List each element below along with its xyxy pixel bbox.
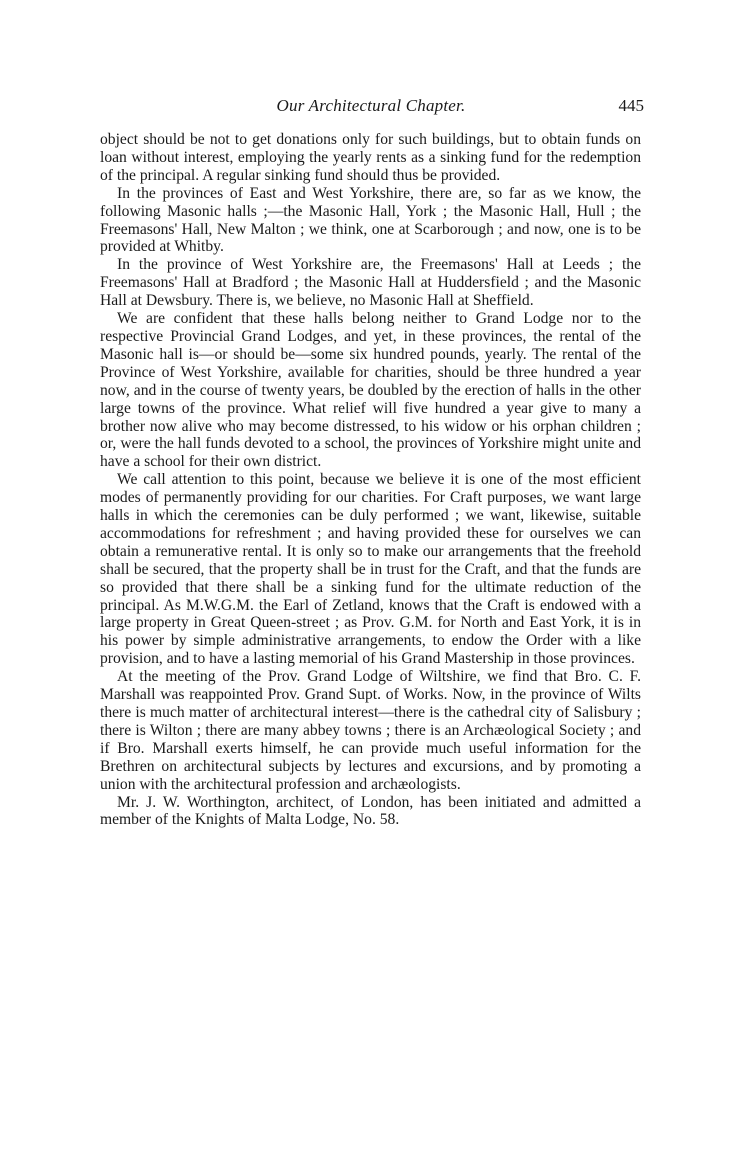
running-title: Our Architectural Chapter. xyxy=(276,96,466,115)
paragraph-worthington: Mr. J. W. Worthington, architect, of London, has been initiated and admitted a member of the Knights of Malta Lodge, No. 58. xyxy=(100,793,641,829)
paragraph-continued: object should be not to get donations only for such buildings, but to obtain funds on loan without interest, employing the yearly rents as a sinking fund for the redemption of the principal. A regular sinking fund should thus be provided. xyxy=(100,131,641,184)
body-text xyxy=(100,131,641,829)
paragraph-yorkshire-halls: In the provinces of East and West Yorkshire, there are, so far as we know, the following Masonic halls ;—the Masonic Hall, York ; the Masonic Hall, Hull ; the Freemasons' Hall, New Malton ; we think, one at Scarborough ; and now, one is to be provided at Whitby. xyxy=(100,184,641,256)
page-number: 445 xyxy=(618,96,644,115)
paragraph-charities: We call attention to this point, because we believe it is one of the most efficient modes of permanently providing for our charities. For Craft purposes, we want large halls in which the ceremonies can be duly performed ; we want, likewise, suitable accommodations for refreshment ; and having provided these for ourselves we can obtain a remunerative rental. It is only so to make our arrangements that the freehold shall be secured, that the property shall be in trust for the Craft, and that the funds are so provided that there shall be a sinking fund for the ultimate reduction of the principal. As M.W.G.M. the Earl of Zetland, knows that the Craft is endowed with a large property in Great Queen-street ; as Prov. G.M. for North and East York, it is in his power by simple administrative arrangements, to endow the Order with a like provision, and to have a lasting memorial of his Grand Mastership in those provinces. xyxy=(100,471,641,668)
paragraph-west-yorkshire: In the province of West Yorkshire are, the Freemasons' Hall at Leeds ; the Freemasons' Hall at Bradford ; the Masonic Hall at Huddersfield ; and the Masonic Hall at Dewsbury. There is, we believe, no Masonic Hall at Sheffield. xyxy=(100,256,641,310)
running-head xyxy=(98,94,644,118)
paragraph-rental: We are confident that these halls belong neither to Grand Lodge nor to the respective Provincial Grand Lodges, and yet, in these provinces, the rental of the Masonic hall is—or should be—some six hundred pounds, yearly. The rental of the Province of West Yorkshire, available for charities, should be three hundred a year now, and in the course of twenty years, be doubled by the erection of halls in the other large towns of the province. What relief will five hundred a year give to many a brother now alive who may become distressed, to his widow or his orphan children ; or, were the hall funds devoted to a school, the provinces of Yorkshire might unite and have a school for their own district. xyxy=(100,310,641,471)
paragraph-wiltshire: At the meeting of the Prov. Grand Lodge of Wiltshire, we find that Bro. C. F. Marshall was reappointed Prov. Grand Supt. of Works. Now, in the province of Wilts there is much matter of architectural interest—there is the cathedral city of Salisbury ; there is Wilton ; there are many abbey towns ; there is an Archæological Society ; and if Bro. Marshall exerts himself, he can provide much useful information for the Brethren on architectural subjects by lectures and excursions, and by promoting a union with the architectural profession and archæologists. xyxy=(100,668,641,793)
